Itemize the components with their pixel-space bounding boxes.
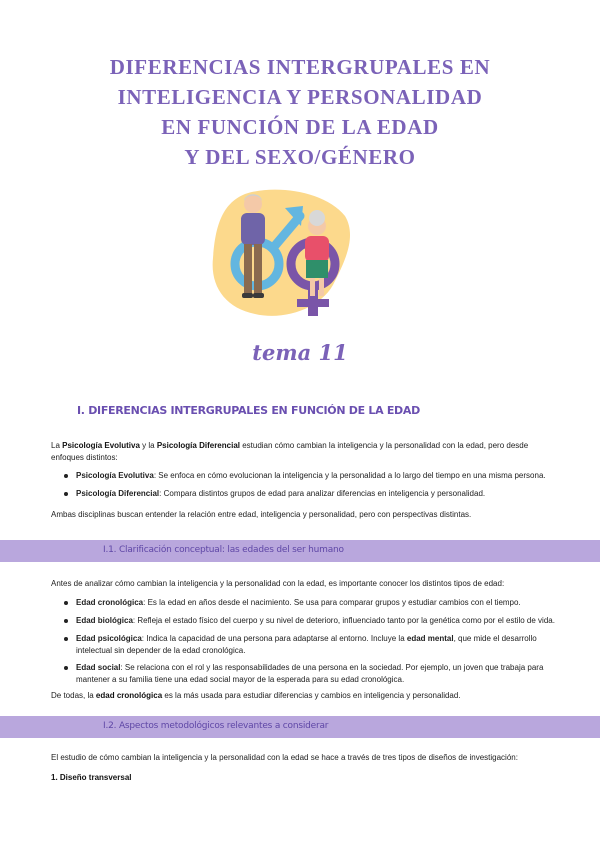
list-item: Edad psicológica: Indica la capacidad de una persona para adaptarse al entorno. Incluye la edad mental, que mide el desarrollo intelectual sin depender de la edad cronológica. [76,633,556,656]
closing-paragraph: Ambas disciplinas buscan entender la relación entre edad, inteligencia y personalidad, pero con perspectivas distintas. [51,510,472,519]
intro-paragraph: Antes de analizar cómo cambian la inteligencia y la personalidad con la edad, es importante conocer los distintos tipos de edad: [51,579,505,588]
intro-paragraph: La Psicología Evolutiva y la Psicología Diferencial estudian cómo cambian la inteligencia y la personalidad con la edad, pero desde enfoques distintos: [51,441,529,462]
list-item: Edad biológica: Refleja el estado físico del cuerpo y su nivel de deterioro, influenciado tanto por la genética como por el estilo de vida. [76,616,555,625]
man-head [244,195,262,213]
subsection-banner [0,716,600,738]
subsection-heading: I.1. Clarificación conceptual: las edades del ser humano [103,545,344,555]
subsection-title: 1. Diseño transversal [51,773,132,782]
man-sweater [241,213,265,245]
list-item: Edad cronológica: Es la edad en años desde el nacimiento. Se usa para comparar grupos y estudiar cambios con el tiempo. [76,597,556,609]
subsection-heading: I.2. Aspectos metodológicos relevantes a considerar [103,721,329,731]
woman-jacket [305,236,329,262]
title-line: Y DEL SEXO/GÉNERO [184,145,416,169]
closing-paragraph: De todas, la edad cronológica es la más usada para estudiar diferencias y cambios en inteligencia y personalidad. [51,691,461,700]
title-line: DIFERENCIAS INTERGRUPALES EN [109,55,491,79]
subsection-banner [0,540,600,562]
title-line: EN FUNCIÓN DE LA EDAD [161,115,439,139]
list-item: Psicología Diferencial: Compara distintos grupos de edad para analizar diferencias en inteligencia y personalidad. [76,488,556,500]
list-item: Psicología Evolutiva: Se enfoca en cómo evolucionan la inteligencia y la personalidad a lo largo del tiempo en una misma persona. [76,470,556,482]
intro-paragraph: El estudio de cómo cambian la inteligencia y la personalidad con la edad se hace a través de tres tipos de diseños de investigación: [51,753,518,762]
document-title [0,52,600,172]
woman-skirt [306,260,328,278]
topic-number: tema 11 [252,340,348,365]
elderly-couple-illustration [205,186,355,326]
title-line: INTELIGENCIA Y PERSONALIDAD [117,85,483,109]
list-item: Edad social: Se relaciona con el rol y las responsabilidades de una persona en la sociedad. Por ejemplo, un joven que trabaja para mantener a su familia tiene una edad social mayor de la esperada para su edad cronológica. [76,662,556,685]
section-heading: I. DIFERENCIAS INTERGRUPALES EN FUNCIÓN DE LA EDAD [77,404,420,417]
